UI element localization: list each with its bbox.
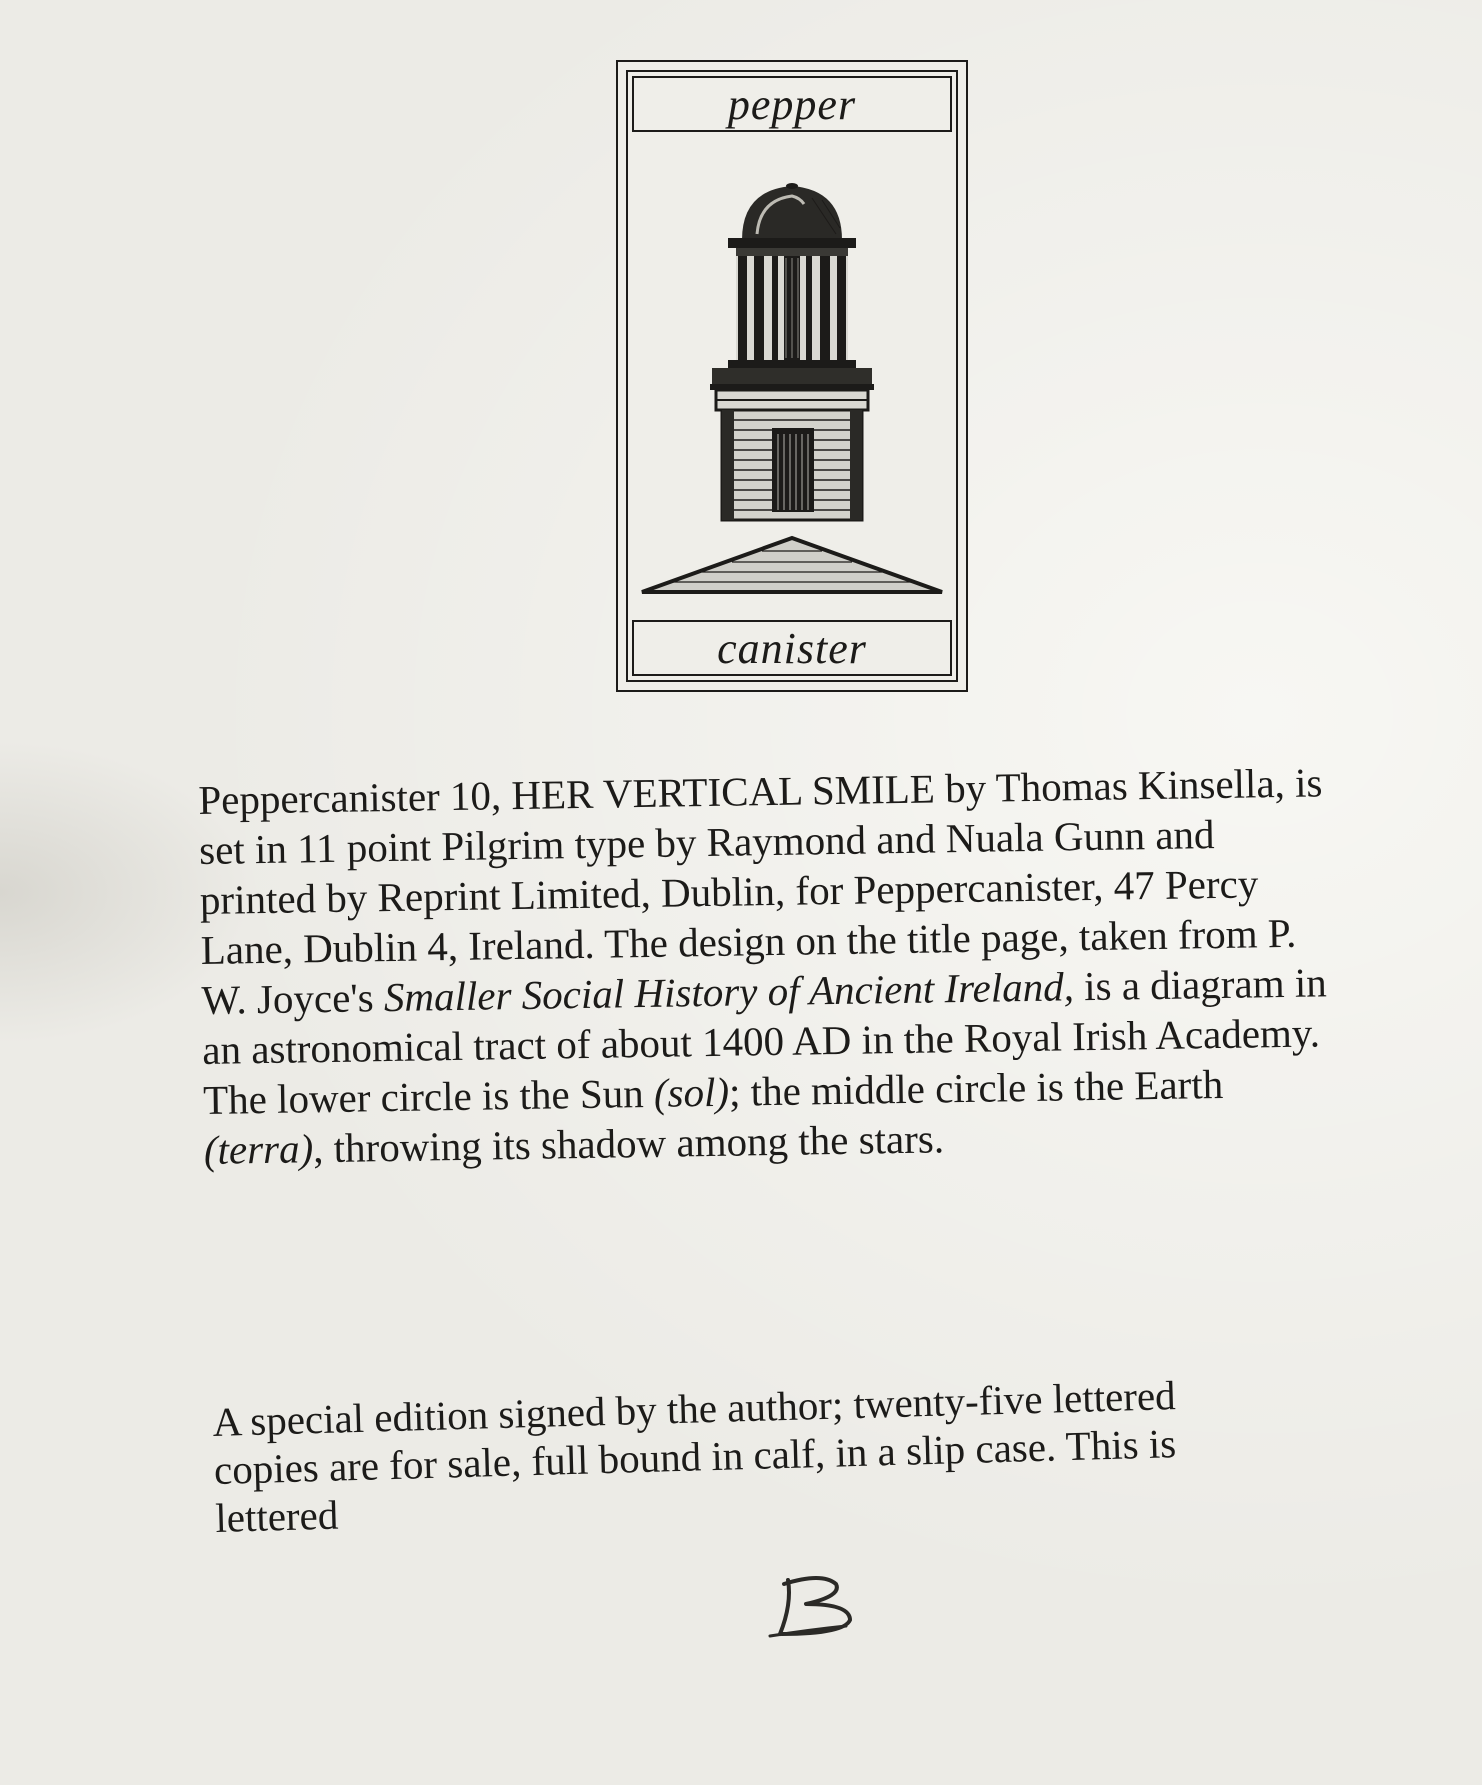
colophon-part-3: ; the middle circle is the Earth	[728, 1060, 1224, 1115]
colophon-text	[198, 757, 1344, 1175]
peppercanister-logo	[616, 60, 968, 692]
logo-label-pepper: pepper	[632, 76, 952, 132]
book-title: Smaller Social History of Ancient Ireland,	[383, 963, 1075, 1021]
church-tower-illustration	[632, 138, 952, 614]
special-edition-note	[212, 1369, 1256, 1542]
handwritten-letter-b	[762, 1570, 862, 1650]
colophon-part-2: is a diagram in an astronomical tract of about 1400 AD in the Royal Irish Academy. The lower circle is the Sun	[201, 959, 1328, 1123]
logo-label-canister: canister	[632, 620, 952, 676]
colophon-part-1: Peppercanister 10, HER VERTICAL SMILE by Thomas Kinsella, is set in 11 point Pilgrim type by Raymond and Nuala Gunn and printed by Reprint Limited, Dublin, for Peppercanister, 47 Percy Lane, Dublin 4, Ireland. The design on the title page, taken from P. W. Joyce's	[198, 759, 1323, 1023]
colophon-part-4: , throwing its shadow among the stars.	[312, 1115, 945, 1172]
special-edition-text: A special edition signed by the author; twenty-five lettered copies are for sale, full bound in calf, in a slip case. This is lettered	[212, 1372, 1177, 1541]
latin-sol: (sol)	[653, 1068, 730, 1116]
colophon-paragraph	[198, 757, 1344, 1175]
latin-terra: (terra)	[203, 1125, 314, 1173]
